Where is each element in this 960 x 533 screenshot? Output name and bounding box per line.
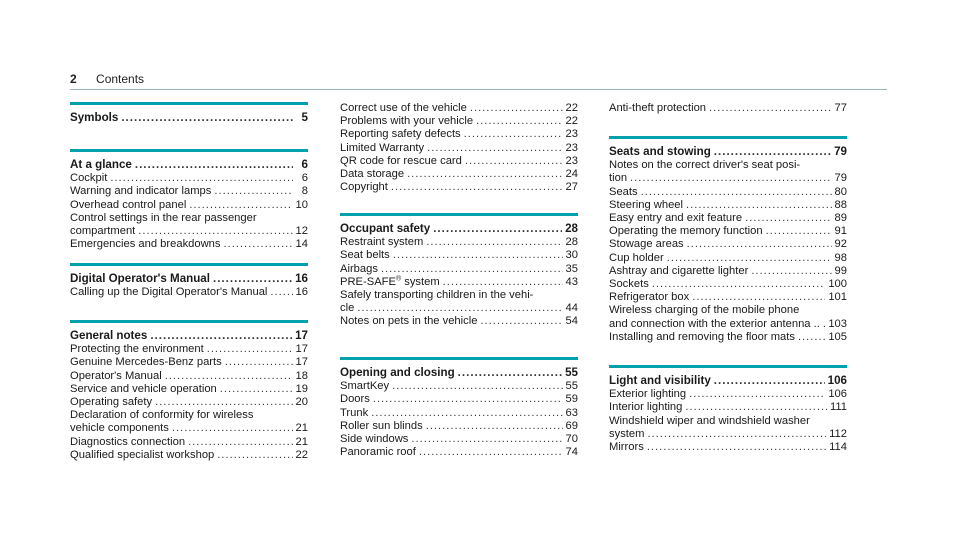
- entry-text: Stowage areas: [609, 238, 684, 251]
- toc-entry[interactable]: [70, 409, 308, 422]
- toc-entry[interactable]: [609, 428, 847, 441]
- dot-leader: [357, 302, 562, 315]
- toc-entry[interactable]: [609, 278, 847, 291]
- dot-leader: [692, 291, 825, 304]
- toc-entry[interactable]: [340, 380, 578, 393]
- page-ref: 106: [827, 374, 847, 387]
- toc-section: [609, 365, 847, 454]
- toc-entry[interactable]: [70, 286, 308, 299]
- page-ref: 28: [565, 222, 578, 235]
- page-ref: 100: [828, 278, 847, 291]
- dot-leader: [427, 142, 562, 155]
- dot-leader: [443, 276, 563, 289]
- page-ref: 98: [834, 251, 847, 264]
- page-ref: 43: [565, 275, 578, 288]
- dot-leader: [391, 181, 563, 194]
- entry-text: Cup holder: [609, 251, 664, 264]
- page-ref: 6: [301, 158, 308, 171]
- page-ref: 18: [295, 369, 308, 382]
- toc-entry[interactable]: [340, 420, 578, 433]
- dot-leader: [751, 265, 831, 278]
- dot-leader: [709, 102, 832, 115]
- entry-text: Restraint system: [340, 236, 424, 249]
- page-ref: 59: [565, 393, 578, 406]
- dot-leader: [207, 343, 293, 356]
- dot-leader: [667, 252, 832, 265]
- entry-text: Operating the memory function: [609, 225, 763, 238]
- toc-entry[interactable]: [609, 159, 847, 172]
- dot-leader: [686, 199, 832, 212]
- page-ref: 114: [829, 441, 847, 454]
- toc-entry[interactable]: [70, 356, 308, 369]
- dot-leader: [823, 318, 825, 331]
- page-ref: 55: [565, 366, 578, 379]
- entry-text: Data storage: [340, 168, 405, 181]
- page-ref: 99: [834, 264, 847, 277]
- entry-text: Refrigerator box: [609, 291, 690, 304]
- entry-text: Overhead control panel: [70, 198, 187, 211]
- toc-entry[interactable]: [340, 142, 578, 155]
- section-heading[interactable]: [70, 329, 308, 342]
- toc-entry[interactable]: [70, 343, 308, 356]
- section-heading[interactable]: [609, 145, 847, 158]
- toc-entry[interactable]: [70, 199, 308, 212]
- dot-leader: [189, 199, 292, 212]
- page-ref: 12: [295, 225, 308, 238]
- toc-section: [609, 102, 847, 115]
- page-ref: 27: [565, 181, 578, 194]
- entry-text: Control settings in the rear passenger: [70, 211, 257, 224]
- toc-section: [70, 149, 308, 251]
- toc-entry[interactable]: [609, 331, 847, 344]
- toc-section: [70, 320, 308, 462]
- toc-entry[interactable]: [609, 172, 847, 185]
- page-ref: 14: [295, 238, 308, 251]
- dot-leader: [224, 238, 293, 251]
- page-ref: 19: [295, 382, 308, 395]
- toc-entry[interactable]: [609, 265, 847, 278]
- dot-leader: [393, 249, 563, 262]
- dot-leader: [407, 168, 562, 181]
- dot-leader: [419, 446, 563, 459]
- dot-leader: [464, 128, 563, 141]
- entry-text: Steering wheel: [609, 198, 684, 211]
- page-ref: 79: [834, 172, 847, 185]
- entry-text: system: [609, 427, 645, 440]
- toc-entry[interactable]: [70, 383, 308, 396]
- page-ref: 21: [295, 422, 308, 435]
- section-rule: [70, 320, 308, 323]
- dot-leader: [426, 420, 563, 433]
- entry-text: QR code for rescue card: [340, 154, 462, 167]
- toc-section: [609, 136, 847, 344]
- toc-entry[interactable]: [340, 276, 578, 289]
- page-ref: 80: [834, 185, 847, 198]
- toc-entry[interactable]: [70, 172, 308, 185]
- page-ref: 21: [295, 435, 308, 448]
- toc-entry[interactable]: [340, 407, 578, 420]
- page-ref: 8: [301, 185, 308, 198]
- page-ref: 89: [834, 212, 847, 225]
- dot-leader: [766, 225, 832, 238]
- section-title: Opening and closing: [340, 366, 455, 379]
- entry-text: Warning and indicator lamps: [70, 185, 212, 198]
- toc-entry[interactable]: [609, 238, 847, 251]
- entry-text: Calling up the Digital Operator's Manual: [70, 286, 268, 299]
- toc-entry[interactable]: [340, 315, 578, 328]
- entry-text: Cockpit: [70, 172, 108, 185]
- page-ref: 54: [565, 315, 578, 328]
- dot-leader: [685, 401, 827, 414]
- entry-text: Correct use of the vehicle: [340, 102, 467, 114]
- dot-leader: [225, 356, 293, 369]
- dot-leader: [172, 422, 293, 435]
- section-title: Light and visibility: [609, 374, 711, 387]
- entry-text: Doors: [340, 393, 370, 406]
- dot-leader: [689, 388, 825, 401]
- entry-text: Airbags: [340, 262, 378, 275]
- section-rule: [70, 149, 308, 152]
- page-ref: 22: [295, 448, 308, 461]
- toc-entry[interactable]: [70, 185, 308, 198]
- page-number: 2: [70, 72, 77, 86]
- toc-entry[interactable]: [609, 291, 847, 304]
- dot-leader: [470, 102, 563, 115]
- toc-entry[interactable]: [340, 181, 578, 194]
- dot-leader: [647, 441, 826, 454]
- page-ref: 20: [295, 396, 308, 409]
- entry-text: Trunk: [340, 406, 369, 419]
- entry-text: tion: [609, 172, 628, 185]
- header-rule: [70, 89, 887, 90]
- dot-leader: [138, 225, 292, 238]
- page-ref: 17: [295, 356, 308, 369]
- dot-leader: [458, 366, 562, 379]
- section-rule: [340, 357, 578, 360]
- entry-text: Ashtray and cigarette lighter: [609, 264, 749, 277]
- entry-text: compartment: [70, 225, 136, 238]
- toc-entry[interactable]: [609, 318, 847, 331]
- dot-leader: [687, 238, 832, 251]
- dot-leader: [213, 272, 292, 285]
- section-title: Symbols: [70, 111, 119, 124]
- dot-leader: [411, 433, 562, 446]
- entry-text: Service and vehicle operation: [70, 382, 217, 395]
- section-rule: [340, 213, 578, 216]
- page-ref: 103: [828, 317, 847, 330]
- section-title: Occupant safety: [340, 222, 431, 235]
- page-ref: 17: [295, 329, 308, 342]
- section-title: Seats and stowing: [609, 145, 711, 158]
- page-ref: 23: [565, 154, 578, 167]
- dot-leader: [150, 329, 292, 342]
- page-ref: 55: [565, 380, 578, 393]
- page-ref: 105: [828, 330, 847, 343]
- entry-text: Exterior lighting: [609, 388, 687, 401]
- section-heading[interactable]: [340, 222, 578, 235]
- entry-text: Windshield wiper and windshield washer: [609, 414, 810, 427]
- dot-leader: [476, 115, 562, 128]
- toc-entry[interactable]: [70, 449, 308, 462]
- dot-leader: [465, 155, 563, 168]
- toc-entry[interactable]: [609, 199, 847, 212]
- toc-entry[interactable]: [70, 238, 308, 251]
- entry-text: Side windows: [340, 433, 409, 446]
- dot-leader: [381, 263, 563, 276]
- toc-entry[interactable]: [340, 289, 578, 302]
- entry-text: Notes on the correct driver's seat posi-: [609, 159, 801, 172]
- dot-leader: [392, 380, 562, 393]
- toc-entry[interactable]: [340, 168, 578, 181]
- dot-leader: [110, 172, 293, 185]
- dot-leader: [220, 383, 293, 396]
- page-ref: 22: [565, 102, 578, 114]
- toc-entry[interactable]: [609, 401, 847, 414]
- toc-entry[interactable]: [609, 102, 847, 115]
- entry-text: Anti-theft protection: [609, 102, 707, 114]
- page-ref: 79: [834, 145, 847, 158]
- dot-leader: [433, 222, 562, 235]
- page-header: [70, 72, 144, 86]
- page-ref: 70: [565, 433, 578, 446]
- section-heading[interactable]: [609, 374, 847, 387]
- toc-entry[interactable]: [340, 446, 578, 459]
- toc-entry[interactable]: [340, 263, 578, 276]
- dot-leader: [714, 145, 831, 158]
- entry-text: Installing and removing the floor mats: [609, 330, 795, 343]
- entry-text: Operating safety: [70, 396, 153, 409]
- toc-entry[interactable]: [70, 212, 308, 225]
- toc-entry[interactable]: [70, 422, 308, 435]
- toc-entry[interactable]: [609, 212, 847, 225]
- dot-leader: [373, 393, 563, 406]
- page-ref: 63: [565, 406, 578, 419]
- dot-leader: [217, 449, 292, 462]
- toc-entry[interactable]: [340, 115, 578, 128]
- dot-leader: [214, 185, 293, 198]
- toc-entry[interactable]: [70, 225, 308, 238]
- entry-text: cle: [340, 302, 355, 315]
- dot-leader: [745, 212, 831, 225]
- entry-text: Operator's Manual: [70, 369, 162, 382]
- dot-leader: [714, 374, 825, 387]
- dot-leader: [480, 315, 562, 328]
- section-rule: [70, 102, 308, 105]
- toc-entry[interactable]: [340, 102, 578, 115]
- dot-leader: [165, 370, 293, 383]
- dot-leader: [371, 407, 562, 420]
- dot-leader: [188, 436, 292, 449]
- dot-leader: [426, 236, 562, 249]
- toc-section: [340, 357, 578, 459]
- section-rule: [609, 365, 847, 368]
- entry-text: Diagnostics connection: [70, 435, 186, 448]
- entry-text: Limited Warranty: [340, 141, 425, 154]
- toc-entry[interactable]: [340, 249, 578, 262]
- dot-leader: [798, 331, 825, 344]
- toc-entry[interactable]: [340, 128, 578, 141]
- dot-leader: [270, 286, 292, 299]
- toc-entry[interactable]: [609, 388, 847, 401]
- dot-leader: [135, 158, 293, 171]
- toc-entry[interactable]: [609, 252, 847, 265]
- page-ref: 24: [565, 168, 578, 181]
- entry-text: Roller sun blinds: [340, 419, 423, 432]
- entry-text: Sockets: [609, 278, 649, 291]
- entry-text: Protecting the environment: [70, 343, 204, 356]
- entry-text: Easy entry and exit feature: [609, 212, 743, 225]
- page-ref: 77: [834, 102, 847, 114]
- toc-entry[interactable]: [609, 415, 847, 428]
- toc-entry[interactable]: [70, 370, 308, 383]
- section-title: Digital Operator's Manual: [70, 272, 210, 285]
- dot-leader: [630, 172, 832, 185]
- toc-entry[interactable]: [70, 436, 308, 449]
- toc-entry[interactable]: [340, 155, 578, 168]
- page-ref: 111: [829, 401, 847, 414]
- page-ref: 112: [829, 427, 847, 440]
- toc-entry[interactable]: [609, 304, 847, 317]
- page-ref: 23: [565, 128, 578, 141]
- toc-entry[interactable]: [340, 302, 578, 315]
- entry-text: Genuine Mercedes-Benz parts: [70, 356, 222, 369]
- page-ref: 69: [565, 419, 578, 432]
- dot-leader: [121, 111, 293, 124]
- entry-text: PRE-SAFE® system: [340, 275, 440, 288]
- page-ref: 106: [828, 388, 847, 401]
- section-rule: [70, 263, 308, 266]
- entry-text: Wireless charging of the mobile phone: [609, 304, 800, 317]
- toc-entry[interactable]: [340, 236, 578, 249]
- dot-leader: [652, 278, 826, 291]
- toc-entry[interactable]: [609, 225, 847, 238]
- toc-section: [340, 213, 578, 329]
- toc-section: [70, 102, 308, 125]
- toc-entry[interactable]: [609, 441, 847, 454]
- entry-text: Problems with your vehicle: [340, 115, 474, 128]
- page-ref: 22: [565, 115, 578, 128]
- entry-text: Safely transporting children in the vehi-: [340, 289, 534, 302]
- entry-text: Emergencies and breakdowns: [70, 238, 221, 251]
- entry-text: Mirrors: [609, 441, 644, 454]
- page-ref: 16: [295, 272, 308, 285]
- page-ref: 30: [565, 249, 578, 262]
- page-ref: 91: [834, 225, 847, 238]
- page-ref: 35: [565, 262, 578, 275]
- toc-entry[interactable]: [609, 186, 847, 199]
- dot-leader: [155, 396, 292, 409]
- page-ref: 88: [834, 198, 847, 211]
- page-ref: 101: [828, 291, 847, 304]
- toc-entry[interactable]: [340, 393, 578, 406]
- entry-text: Seats: [609, 185, 638, 198]
- section-heading[interactable]: [70, 272, 308, 285]
- page-ref: 28: [565, 236, 578, 249]
- page-ref: 10: [295, 198, 308, 211]
- page-ref: 17: [295, 343, 308, 356]
- entry-text: and connection with the exterior antenna ..: [609, 317, 820, 330]
- page-ref: 92: [834, 238, 847, 251]
- page-ref: 6: [301, 172, 308, 185]
- entry-text: Copyright: [340, 181, 388, 194]
- dot-leader: [641, 186, 832, 199]
- page-ref: 74: [565, 446, 578, 459]
- toc-entry[interactable]: [70, 396, 308, 409]
- entry-text: Panoramic roof: [340, 446, 416, 459]
- toc-section: [340, 102, 578, 194]
- entry-text: vehicle components: [70, 422, 169, 435]
- dot-leader: [647, 428, 826, 441]
- entry-text: Interior lighting: [609, 401, 683, 414]
- section-title: At a glance: [70, 158, 132, 171]
- entry-text: SmartKey: [340, 380, 390, 393]
- section-heading[interactable]: [70, 111, 308, 124]
- page-ref: 5: [301, 111, 308, 124]
- entry-text: Notes on pets in the vehicle: [340, 315, 478, 328]
- page-ref: 16: [295, 286, 308, 299]
- section-rule: [609, 136, 847, 139]
- entry-text: Qualified specialist workshop: [70, 448, 215, 461]
- page-title: Contents: [96, 72, 145, 86]
- toc-entry[interactable]: [340, 433, 578, 446]
- section-heading[interactable]: [340, 366, 578, 379]
- toc-section: [70, 263, 308, 299]
- entry-text: Reporting safety defects: [340, 128, 461, 141]
- entry-text: Seat belts: [340, 249, 390, 262]
- entry-text: Declaration of conformity for wireless: [70, 409, 254, 422]
- page-ref: 44: [565, 302, 578, 315]
- section-heading[interactable]: [70, 158, 308, 171]
- page-ref: 23: [565, 141, 578, 154]
- section-title: General notes: [70, 329, 148, 342]
